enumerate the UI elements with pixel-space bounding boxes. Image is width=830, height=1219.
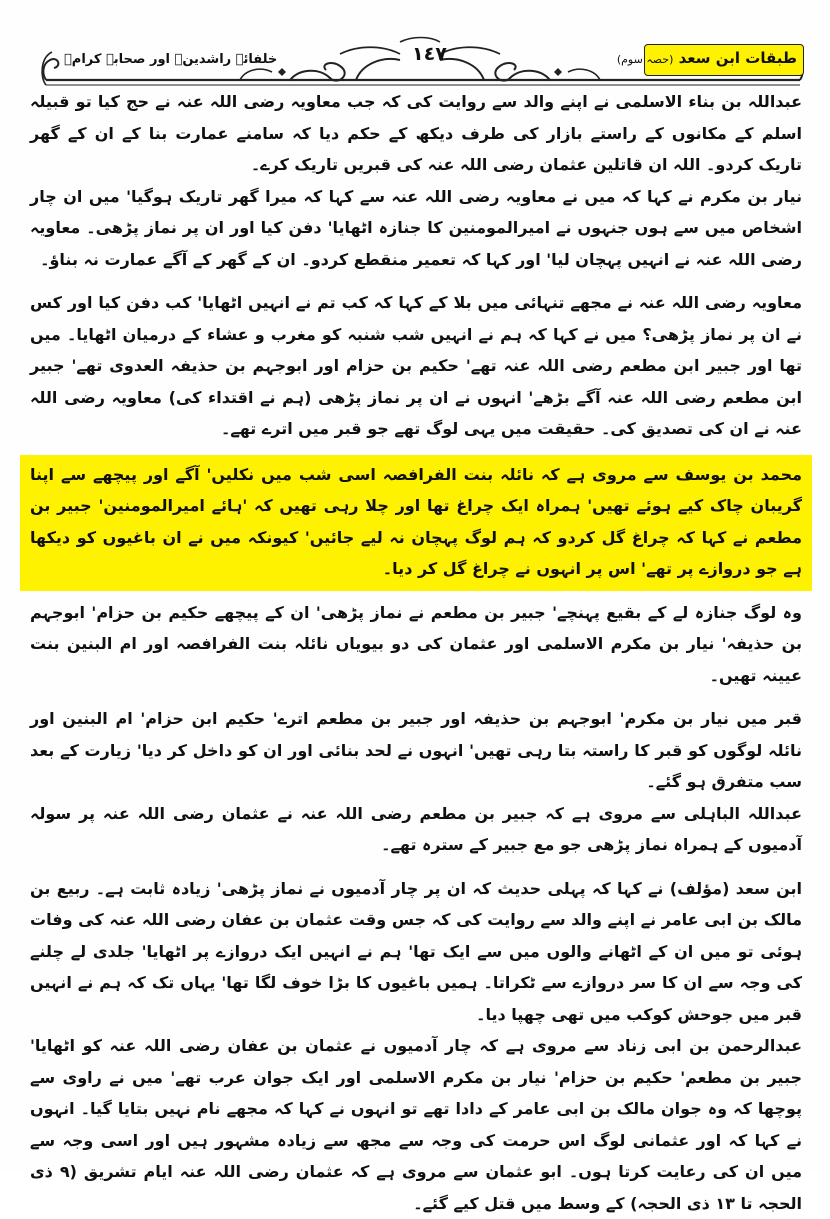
paragraph-8: ابن سعد (مؤلف) نے کہا کہ پہلی حدیث کہ ان پر چار آدمیوں نے نماز پڑھی' زیادہ ثابت ہے۔ ربیع بن مالک بن ابی عامر نے اپنے والد سے روایت کی کہ جس وقت عثمان بن عفان رضی اللہ عنہ کی وفات ہوئی تو میں ان کے اٹھانے والوں میں سے ایک تھا' ہم نے انہیں ایک دروازے پر اٹھایا' جلدی لے چلنے کی وجہ سے ان کا سر دروازے سے ٹکراتا۔ ہمیں باغیوں کا بڑا خوف لگا تھا' یہاں تک کہ ہم نے انہیں قبر میں جوحش کوکب میں تھی چھپا دیا۔ (30, 878, 802, 1024)
section-title: خلفائے راشدینؓ اور صحابہ کرامؓ (64, 52, 278, 67)
paragraph-6: قبر میں نیار بن مکرم' ابوجہم بن حذیفہ اور جبیر بن مطعم اترے' حکیم ابن حزام' ام البنین اور نائلہ لوگوں کو قبر کا راستہ بتا رہی تھیں' انہوں نے لحد بنائی اور ان کو داخل کر دیا' زیارت کے بعد سب متفرق ہو گئے۔ (30, 709, 802, 791)
paragraph-4-highlighted: محمد بن یوسف سے مروی ہے کہ نائلہ بنت الفرافصہ اسی شب میں نکلیں' آگے اور پیچھے سے اپنا گریبان چاک کیے ہوئے تھیں' ہمراہ ایک چراغ تھا اور چلا رہی تھیں کہ 'ہائے امیرالمومنین' جبیر بن مطعم نے کہا کہ چراغ گل کردو کہ ہم لوگ پہچان نہ لیے جائیں' کیونکہ میں نے ان باغیوں کو دیکھا ہے جو دروازے پر تھے' اس پر انہوں نے چراغ گل کر دیا۔ (20, 455, 812, 591)
paragraph-3: معاویہ رضی اللہ عنہ نے مجھے تنہائی میں بلا کے کہا کہ کب تم نے انہیں اٹھایا' کب دفن کیا اور کس نے ان پر نماز پڑھی؟ میں نے کہا کہ ہم نے انہیں شب شنبہ کو مغرب و عشاء کے درمیان اٹھایا۔ میں تھا اور جبیر ابن مطعم رضی اللہ عنہ تھے' حکیم بن حزام اور ابوجہم بن حذیفہ العدوی تھے' جبیر ابن مطعم رضی اللہ عنہ آگے بڑھے' انہوں نے ان پر نماز پڑھی (ہم نے اقتداء کی) معاویہ رضی اللہ عنہ نے ان کی تصدیق کی۔ حقیقت میں یہی لوگ تھے جو قبر میں اترے تھے۔ (30, 293, 803, 438)
paragraph-9: عبدالرحمن بن ابی زناد سے مروی ہے کہ چار آدمیوں نے عثمان بن عفان رضی اللہ عنہ کو اٹھایا' جبیر بن مطعم' حکیم بن حزام' نیار بن مکرم الاسلمی اور ایک جوان عرب تھے' میں نے راوی سے پوچھا کہ وہ جوان مالک بن ابی عامر کے دادا تھے تو انہوں نے کہا کہ مجھے نام نہیں بتایا گیا۔ انہوں نے کہا کہ اور عثمانی لوگ اس حرمت کی وجہ سے مجھ سے زیادہ مشہور ہیں اور اسی وجہ سے میں ان کی رعایت کرتا ہوں۔ ابو عثمان سے مروی ہے کہ عثمان رضی اللہ عنہ ایام تشریق (۹ ذی الحجہ تا ۱۳ ذی الحجہ) کے وسط میں قتل کیے گئے۔ (30, 1036, 803, 1213)
page-header (40, 34, 805, 92)
paragraph-1: عبداللہ بن بناء الاسلمی نے اپنے والد سے روایت کی کہ جب معاویہ رضی اللہ عنہ نے حج کیا تو قبیلہ اسلم کے مکانوں کے راستے بازار کی طرف دیکھ کے حکم دیا کہ سامنے عمارت بنا کے ان کے گھر تاریک کردو۔ اللہ ان قاتلین عثمان رضی اللہ عنہ کی قبریں تاریک کرے۔ (30, 92, 802, 174)
paragraph-7: عبداللہ الباہلی سے مروی ہے کہ جبیر بن مطعم رضی اللہ عنہ نے عثمان رضی اللہ عنہ پر سولہ آدمیوں کے ہمراہ نماز پڑھی جو مع جبیر کے سترہ تھے۔ (30, 803, 802, 854)
book-title-text: طبقات ابن سعد (678, 49, 797, 67)
page-body (30, 86, 802, 1219)
page-number: ١٤٧ (412, 43, 447, 65)
volume-label: (حصہ سوم) (616, 53, 674, 66)
book-title (617, 49, 797, 67)
paragraph-5: وہ لوگ جنازہ لے کے بقیع پہنچے' جبیر بن مطعم نے نماز پڑھی' ان کے پیچھے حکیم بن حزام' ابوجہم بن حذیفہ' نیار بن مکرم الاسلمی اور عثمان کی دو بیویاں نائلہ بنت الفرافصہ اور ام البنین بنت عیینہ تھیں۔ (30, 602, 802, 685)
paragraph-2: نیار بن مکرم نے کہا کہ میں نے معاویہ رضی اللہ عنہ سے کہا کہ میرا گھر تاریک ہوگیا' میں ان چار اشخاص میں سے ہوں جنہوں نے امیرالمومنین کا جنازہ اٹھایا' دفن کیا اور ان پر نماز پڑھی۔ معاویہ رضی اللہ عنہ نے انہیں پہچان لیا' اور کہا کہ تعمیر منقطع کردو۔ ان کے گھر کے آگے عمارت نہ بناؤ۔ (30, 186, 802, 269)
